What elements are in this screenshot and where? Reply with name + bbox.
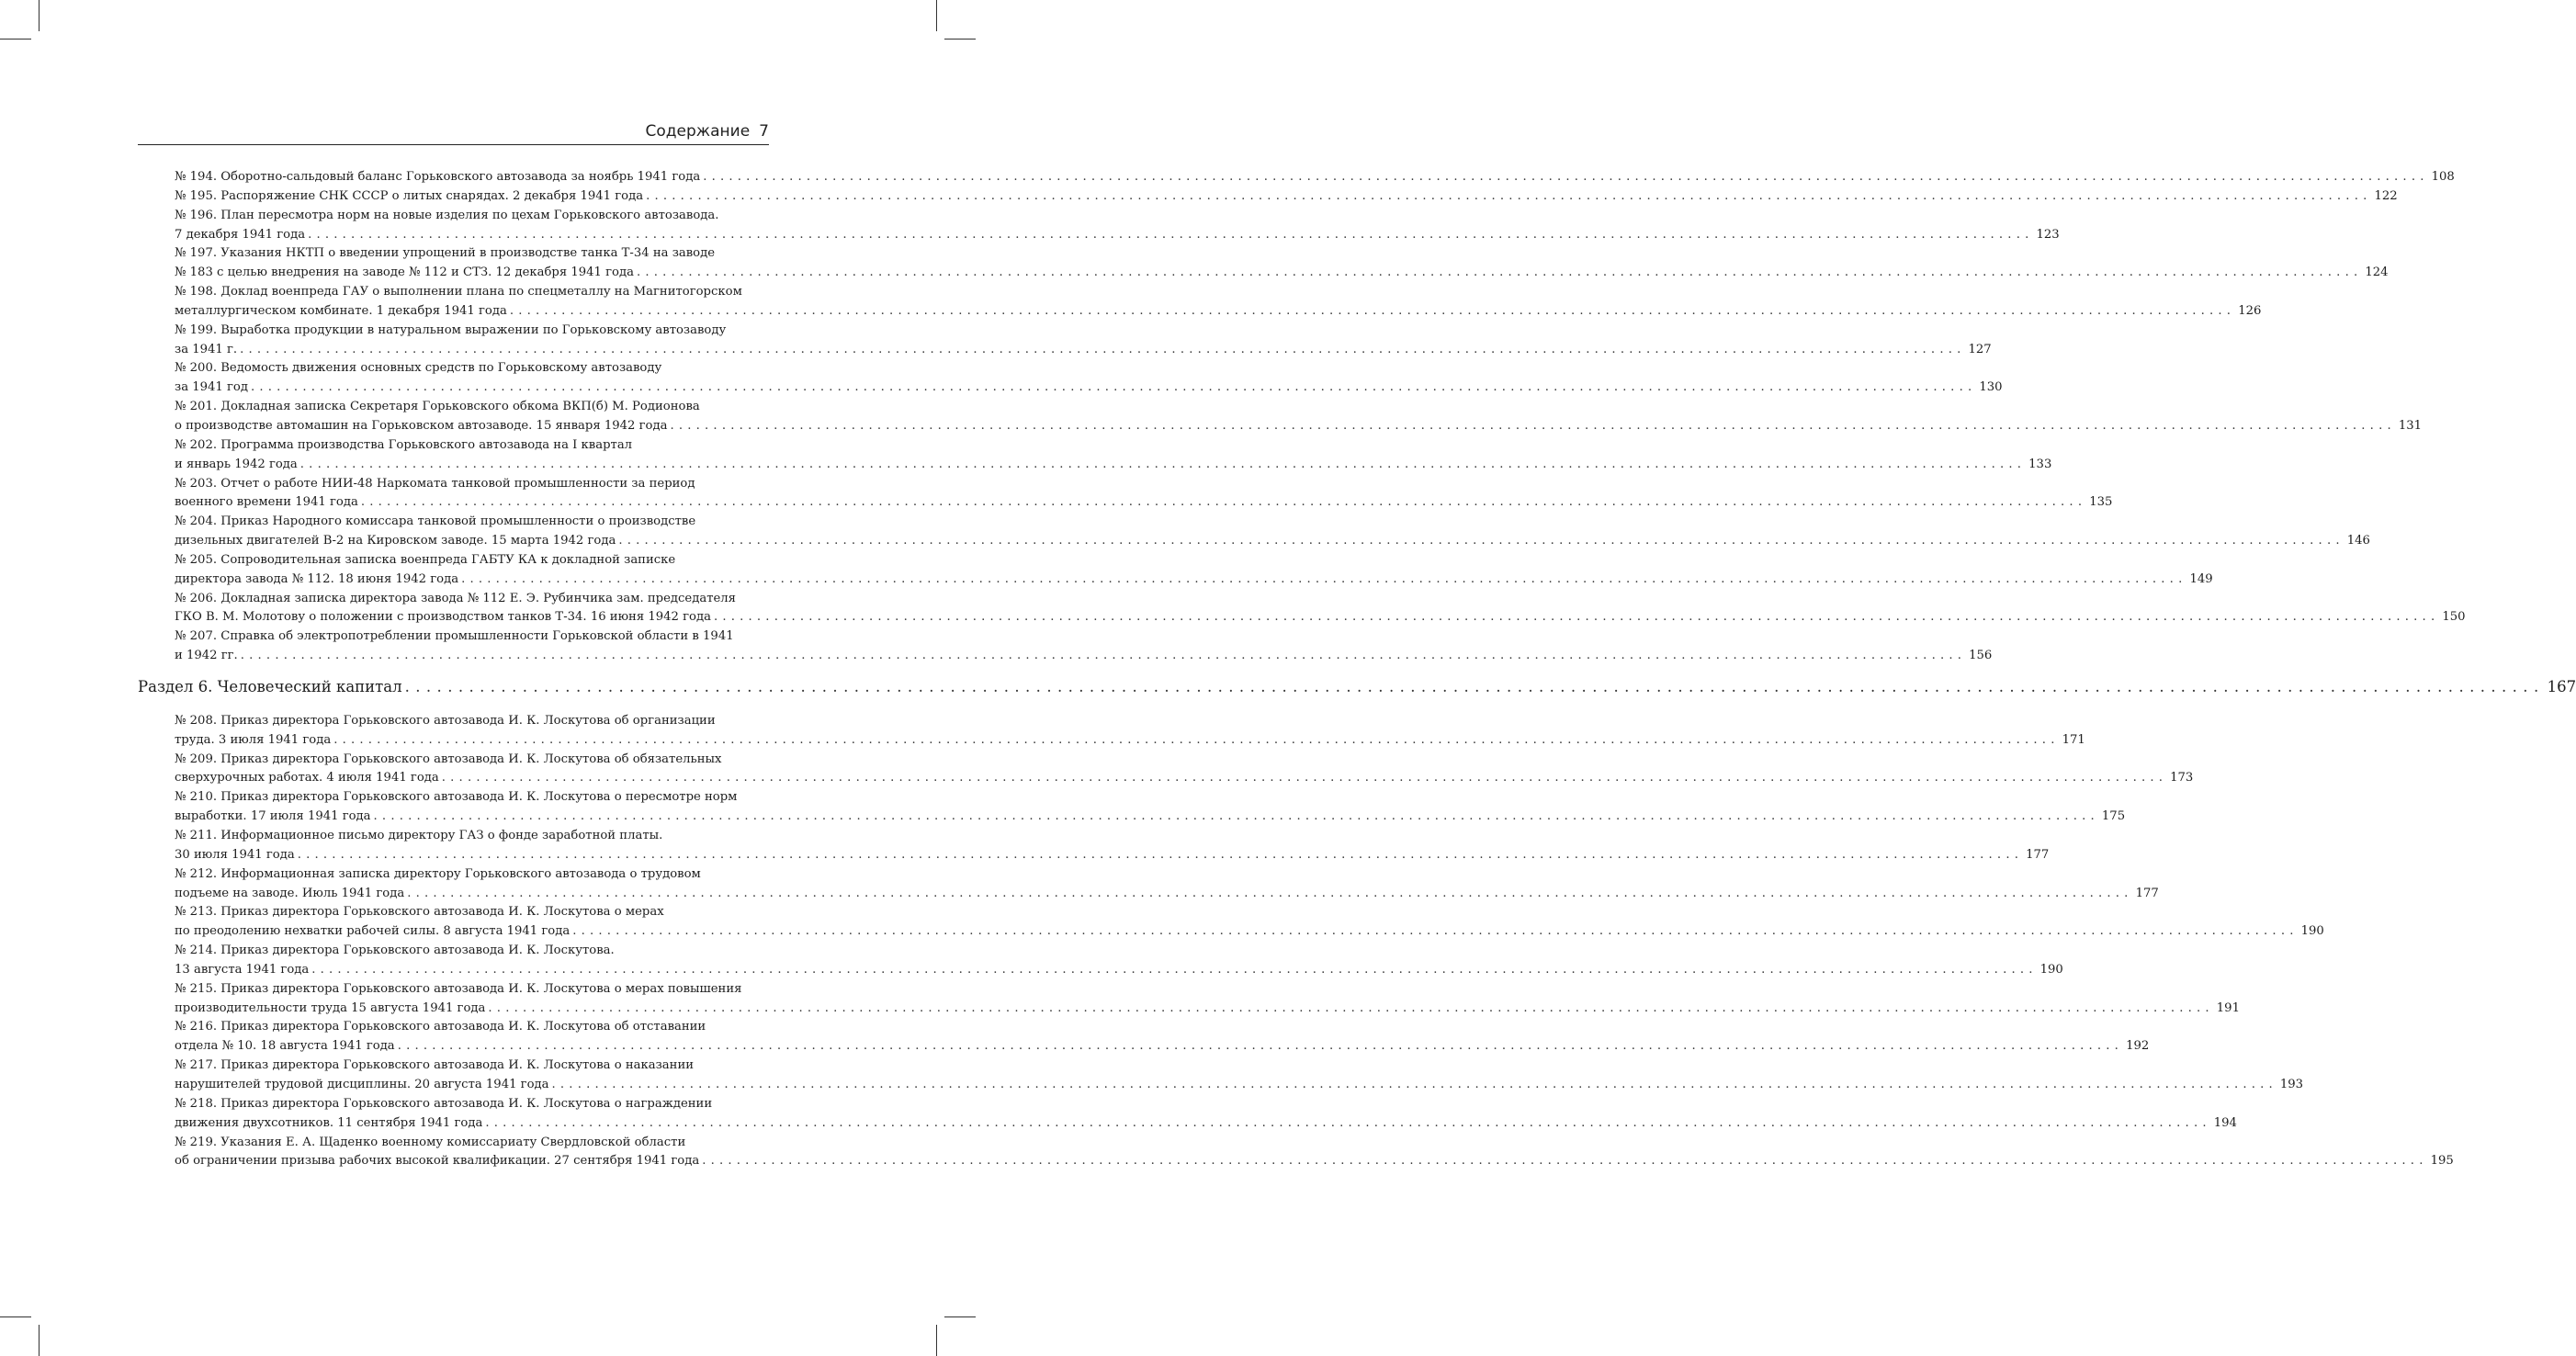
toc-entry[interactable] xyxy=(138,590,2466,628)
toc-page-number: 191 xyxy=(2216,1000,2240,1015)
toc-entry[interactable] xyxy=(138,903,2324,942)
toc-entry-line: подъеме на заводе. Июль 1941 года xyxy=(175,886,405,900)
dot-leader: ........................................................................................................................................................................................................ xyxy=(240,342,1966,356)
toc-entry[interactable] xyxy=(138,359,2003,398)
toc-page-number: 135 xyxy=(2089,495,2113,510)
toc-entry-line: ГКО В. М. Молотову о положении с производством танков Т-34. 16 июня 1942 года xyxy=(175,610,711,625)
crop-mark xyxy=(936,0,937,31)
toc-entry-line: металлургическом комбинате. 1 декабря 1941 года xyxy=(175,303,507,318)
toc-entry-line: № 205. Сопроводительная записка военпреда ГАБТУ КА к докладной записке xyxy=(175,552,676,567)
toc-entry-line: движения двухсотников. 11 сентября 1941 года xyxy=(175,1115,483,1130)
toc-page-number: 133 xyxy=(2028,457,2052,471)
dot-leader: ........................................................................................................................................................................................................ xyxy=(240,649,1967,663)
toc-entry[interactable] xyxy=(138,551,2213,590)
toc-entry[interactable] xyxy=(138,788,2126,827)
toc-page-number: 190 xyxy=(2300,924,2324,939)
toc-page-number: 194 xyxy=(2213,1115,2237,1130)
toc-page-number: 122 xyxy=(2374,188,2398,203)
crop-mark xyxy=(944,1316,976,1317)
toc-entry-line: № 217. Приказ директора Горьковского автозавода И. К. Лоскутова о наказании xyxy=(175,1058,695,1073)
dot-leader: ........................................................................................................................................................................................................ xyxy=(509,303,2236,318)
toc-entry-line: № 213. Приказ директора Горьковского автозавода И. К. Лоскутова о мерах xyxy=(175,905,664,920)
toc-page-number: 192 xyxy=(2126,1039,2150,1054)
dot-leader: ........................................................................................................................................................................................................ xyxy=(636,266,2363,280)
toc-entry-line: № 198. Доклад военпреда ГАУ о выполнении плана по спецметаллу на Магнитогорском xyxy=(175,285,742,299)
toc-page-number: 130 xyxy=(1979,380,2003,395)
toc-entry-line: № 211. Информационное письмо директору ГАЗ о фонде заработной платы. xyxy=(175,829,663,842)
header-page-number: 7 xyxy=(759,121,769,141)
toc-page-number: 126 xyxy=(2238,303,2262,318)
toc-page-number: 173 xyxy=(2170,771,2194,785)
toc-entry-line: и 1942 гг. xyxy=(175,649,238,663)
dot-leader: ........................................................................................................................................................................................................ xyxy=(407,886,2133,900)
toc-entry-line: 30 июля 1941 года xyxy=(175,847,295,862)
toc-entry[interactable] xyxy=(138,207,2060,245)
toc-entry-line: дизельных двигателей В-2 на Кировском заводе. 15 марта 1942 года xyxy=(175,534,616,548)
crop-mark xyxy=(936,1325,937,1356)
toc-entry-line: № 215. Приказ директора Горьковского автозавода И. К. Лоскутова о мерах повышения xyxy=(175,981,742,996)
toc-entry[interactable] xyxy=(138,865,2159,904)
header-title: Содержание xyxy=(645,121,751,141)
toc-entry-line: по преодолению нехватки рабочей силы. 8 августа 1941 года xyxy=(175,924,571,939)
toc-entry[interactable] xyxy=(138,475,2113,514)
toc-entry[interactable] xyxy=(138,1018,2150,1057)
dot-leader: ........................................................................................................................................................................................................ xyxy=(618,534,2344,548)
toc-entry-line: № 216. Приказ директора Горьковского автозавода И. К. Лоскутова об отставании xyxy=(175,1020,706,1034)
dot-leader: ........................................................................................................................................................................................................ xyxy=(646,188,2372,203)
toc-entry-line: № 202. Программа производства Горьковского автозавода на I квартал xyxy=(175,437,633,452)
toc-entry-line: и январь 1942 года xyxy=(175,457,298,471)
toc-entry-line: 13 августа 1941 года xyxy=(175,962,310,977)
toc-entry[interactable] xyxy=(138,827,2050,865)
crop-mark xyxy=(0,1316,31,1317)
toc-section-title: Раздел 6. Человеческий капитал xyxy=(138,677,402,695)
toc-entry[interactable] xyxy=(138,1095,2237,1134)
toc-entry[interactable] xyxy=(138,283,2262,322)
dot-leader: ........................................................................................................................................................................................................ xyxy=(461,571,2187,586)
toc-page-number: 124 xyxy=(2365,266,2389,280)
dot-leader: ........................................................................................................................................................................................................ xyxy=(360,495,2087,510)
dot-leader: ........................................................................................................................................................................................................ xyxy=(397,1039,2124,1054)
toc-page-number: 123 xyxy=(2036,227,2060,242)
toc-page-number: 175 xyxy=(2101,809,2126,824)
toc-entry[interactable] xyxy=(138,187,2398,207)
toc-page-number: 177 xyxy=(2026,847,2050,862)
toc-entry-line: за 1941 г. xyxy=(175,342,238,356)
toc-entry-line: № 197. Указания НКТП о введении упрощений в производстве танка Т-34 на заводе xyxy=(175,246,716,261)
toc-entry-line: № 199. Выработка продукции в натуральном выражении по Горьковскому автозаводу xyxy=(175,322,727,337)
toc-entry-line: сверхурочных работах. 4 июля 1941 года xyxy=(175,771,439,785)
toc-entry[interactable] xyxy=(138,322,1992,360)
toc-entry-line: № 201. Докладная записка Секретаря Горьковского обкома ВКП(б) М. Родионова xyxy=(175,400,700,414)
toc-page-number: 149 xyxy=(2189,571,2213,586)
toc-page-number: 193 xyxy=(2279,1077,2304,1091)
table-of-contents xyxy=(138,168,2576,1171)
toc-page-number: 195 xyxy=(2430,1154,2454,1169)
toc-entry-line: труда. 3 июля 1941 года xyxy=(175,732,332,747)
toc-entry-line: военного времени 1941 года xyxy=(175,495,358,510)
toc-page-number: 177 xyxy=(2135,886,2159,900)
toc-entry[interactable] xyxy=(138,751,2194,789)
toc-entry[interactable] xyxy=(138,942,2063,980)
toc-page-number: 108 xyxy=(2431,170,2455,184)
crop-mark xyxy=(944,39,976,40)
toc-page-number: 190 xyxy=(2039,962,2063,977)
toc-entry-line: № 214. Приказ директора Горьковского автозавода И. К. Лоскутова. xyxy=(175,944,615,958)
toc-page-number: 171 xyxy=(2062,732,2085,747)
toc-page-number: 127 xyxy=(1968,342,1992,356)
toc-entry-line: директора завода № 112. 18 июня 1942 года xyxy=(175,571,459,586)
dot-leader: ........................................................................................................................................................................................................ xyxy=(308,227,2034,242)
toc-entry[interactable] xyxy=(138,1057,2304,1095)
toc-page-number: 156 xyxy=(1969,649,1993,663)
toc-entry-line: № 210. Приказ директора Горьковского автозавода И. К. Лоскутова о пересмотре норм xyxy=(175,790,738,805)
dot-leader: ........................................................................................................................................................................................................ xyxy=(703,170,2429,184)
dot-leader: ........................................................................................................................................................................................................ xyxy=(713,610,2440,625)
toc-entry-line: № 204. Приказ Народного комиссара танковой промышленности о производстве xyxy=(175,514,696,529)
toc-entry-line: № 194. Оборотно-сальдовый баланс Горьковского автозавода за ноябрь 1941 года xyxy=(175,170,701,184)
toc-page-number: 131 xyxy=(2398,418,2423,433)
dot-leader: ........................................................................................................................................................................................................ xyxy=(441,771,2168,785)
toc-section-heading[interactable] xyxy=(138,677,2576,697)
toc-entry[interactable] xyxy=(138,980,2240,1019)
dot-leader: ........................................................................................................................................................................................................ xyxy=(572,924,2299,939)
toc-entry-line: 7 декабря 1941 года xyxy=(175,227,306,242)
dot-leader: ........................................................................................................................................................................................................ xyxy=(485,1115,2211,1130)
dot-leader: ........................................................................................................................................................................................................ xyxy=(404,677,2545,695)
dot-leader: ........................................................................................................................................................................................................ xyxy=(373,809,2099,824)
toc-entry-line: № 195. Распоряжение СНК СССР о литых снарядах. 2 декабря 1941 года xyxy=(175,188,644,203)
crop-mark xyxy=(39,0,40,31)
dot-leader: ........................................................................................................................................................................................................ xyxy=(333,732,2060,747)
toc-entry[interactable] xyxy=(138,712,2085,751)
dot-leader: ........................................................................................................................................................................................................ xyxy=(702,1154,2428,1169)
toc-entry-line: № 209. Приказ директора Горьковского автозавода И. К. Лоскутова об обязательных xyxy=(175,751,722,766)
toc-entry-line: нарушителей трудовой дисциплины. 20 августа 1941 года xyxy=(175,1077,549,1091)
toc-entry-line: № 183 с целью внедрения на заводе № 112 и СТЗ. 12 декабря 1941 года xyxy=(175,266,634,280)
toc-entry[interactable] xyxy=(138,244,2389,283)
dot-leader: ........................................................................................................................................................................................................ xyxy=(297,847,2024,862)
toc-entry-line: № 207. Справка об электропотреблении промышленности Горьковской области в 1941 xyxy=(175,629,734,644)
toc-entry-line: об ограничении призыва рабочих высокой квалификации. 27 сентября 1941 года xyxy=(175,1154,700,1169)
toc-entry-line: № 208. Приказ директора Горьковского автозавода И. К. Лоскутова об организации xyxy=(175,713,716,728)
toc-entry-line: выработки. 17 июля 1941 года xyxy=(175,809,371,824)
toc-entry-line: № 206. Докладная записка директора завода № 112 Е. Э. Рубинчика зам. председателя xyxy=(175,591,736,605)
toc-entry[interactable] xyxy=(138,627,1993,666)
toc-entry-line: производительности труда 15 августа 1941 года xyxy=(175,1000,486,1015)
toc-entry-line: № 203. Отчет о работе НИИ-48 Наркомата танковой промышленности за период xyxy=(175,476,695,491)
toc-entry-line: № 218. Приказ директора Горьковского автозавода И. К. Лоскутова о награждении xyxy=(175,1096,713,1111)
dot-leader: ........................................................................................................................................................................................................ xyxy=(250,380,1977,395)
crop-mark xyxy=(0,39,31,40)
toc-page-number: 150 xyxy=(2442,610,2466,625)
toc-entry[interactable] xyxy=(138,436,2052,475)
toc-entry[interactable] xyxy=(138,513,2370,551)
toc-entry[interactable] xyxy=(138,168,2455,187)
dot-leader: ........................................................................................................................................................................................................ xyxy=(488,1000,2214,1015)
toc-entry-line: № 196. План пересмотра норм на новые изделия по цехам Горьковского автозавода. xyxy=(175,208,719,222)
toc-page-number: 167 xyxy=(2547,677,2576,695)
toc-page-number: 146 xyxy=(2346,534,2370,548)
toc-entry-line: отдела № 10. 18 августа 1941 года xyxy=(175,1039,395,1054)
dot-leader: ........................................................................................................................................................................................................ xyxy=(299,457,2027,471)
toc-entry-line: о производстве автомашин на Горьковском автозаводе. 15 января 1942 года xyxy=(175,418,668,433)
toc-entry[interactable] xyxy=(138,398,2423,436)
dot-leader: ........................................................................................................................................................................................................ xyxy=(670,418,2396,433)
toc-entry-line: за 1941 год xyxy=(175,380,248,395)
dot-leader: ........................................................................................................................................................................................................ xyxy=(311,962,2038,977)
crop-mark xyxy=(39,1325,40,1356)
toc-entry-line: № 219. Указания Е. А. Щаденко военному комиссариату Свердловской области xyxy=(175,1135,686,1149)
toc-entry-line: № 212. Информационная записка директору Горьковского автозавода о трудовом xyxy=(175,866,701,881)
dot-leader: ........................................................................................................................................................................................................ xyxy=(551,1077,2277,1091)
toc-entry[interactable] xyxy=(138,1134,2454,1172)
running-header xyxy=(138,118,769,145)
toc-entry-line: № 200. Ведомость движения основных средств по Горьковскому автозаводу xyxy=(175,361,662,376)
